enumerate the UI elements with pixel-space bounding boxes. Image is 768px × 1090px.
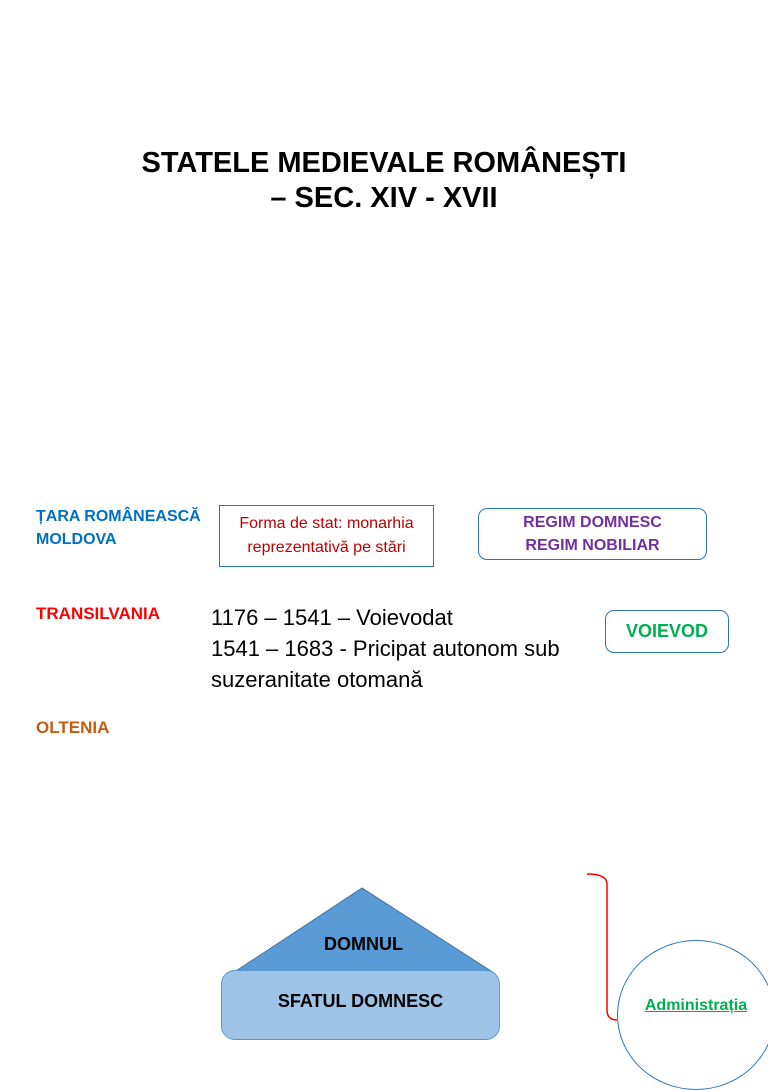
voievod-label: VOIEVOD [625,621,709,641]
regim-nobiliar: REGIM NOBILIAR [525,537,660,554]
forma-line-2: reprezentativă pe stări [247,539,406,556]
transilvania-line-2: 1541 – 1683 - Pricipat autonom sub [211,636,560,661]
sfatul-domnesc-box [221,970,500,1040]
region-tara-romaneasca: ȚARA ROMÂNEASCĂ [36,508,201,525]
domnul-label: DOMNUL [324,934,403,954]
forma-line-1: Forma de stat: monarhia [239,515,414,532]
administratia-label: Administrația [644,997,748,1014]
regim-domnesc: REGIM DOMNESC [523,514,662,531]
title-line-2: – SEC. XIV - XVII [270,181,498,214]
transilvania-line-1: 1176 – 1541 – Voievodat [211,605,453,630]
title-line-1: STATELE MEDIEVALE ROMÂNEȘTI [141,147,627,179]
bracket-shape [587,874,617,1020]
region-oltenia: OLTENIA [36,718,110,737]
domnul-triangle [233,888,494,973]
sfatul-domnesc-label: SFATUL DOMNESC [277,991,444,1011]
transilvania-line-3: suzeranitate otomană [211,667,423,692]
region-transilvania: TRANSILVANIA [36,604,161,623]
region-moldova: MOLDOVA [36,531,117,548]
